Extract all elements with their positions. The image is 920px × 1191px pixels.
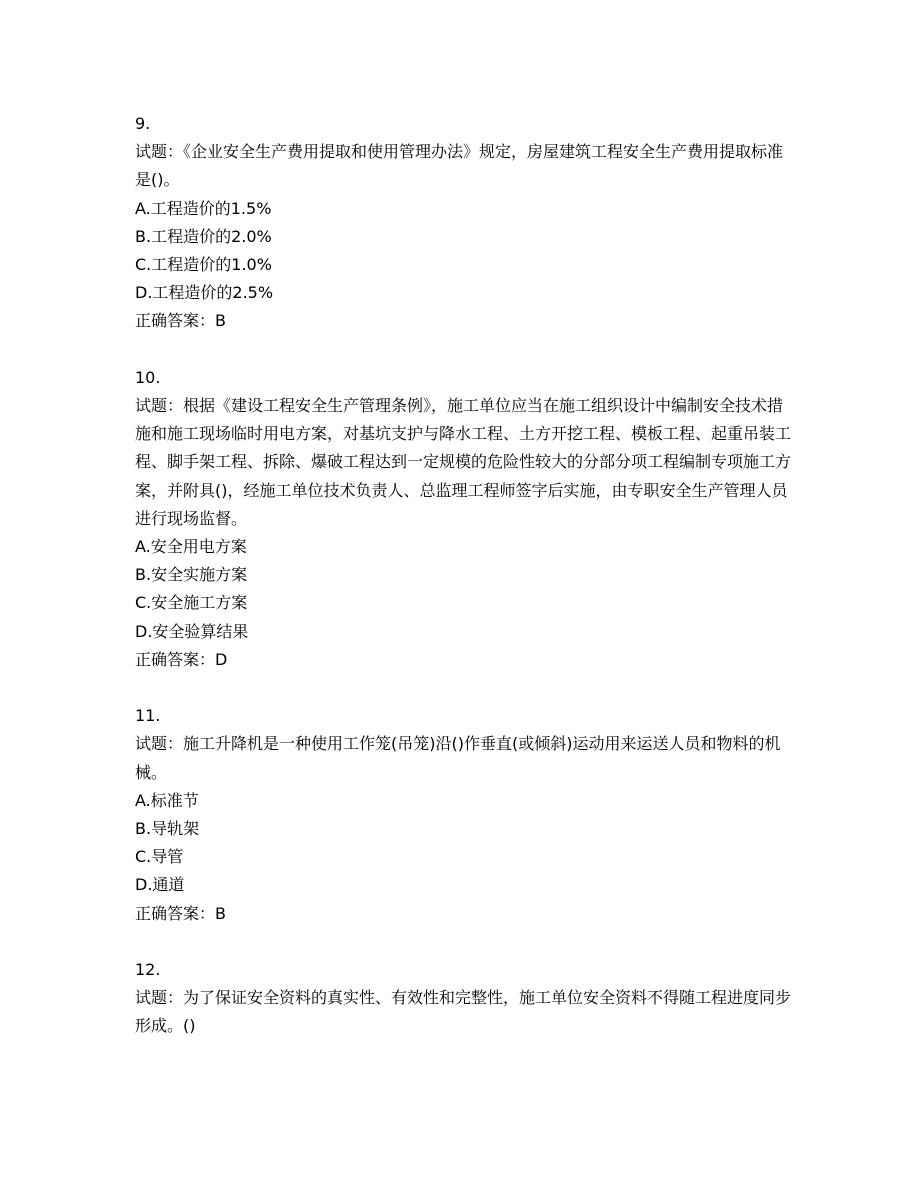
question-number: 12. — [135, 960, 161, 980]
option-b: B.工程造价的2.0% — [135, 226, 272, 246]
question-spacer — [135, 928, 795, 956]
correct-answer: 正确答案：B — [135, 311, 226, 331]
question-9 — [135, 110, 795, 336]
correct-answer: 正确答案：D — [135, 649, 228, 669]
option-a: A.工程造价的1.5% — [135, 198, 272, 218]
question-number: 9. — [135, 114, 151, 133]
question-stem: 试题：根据《建设工程安全生产管理条例》，施工单位应当在施工组织设计中编制安全技术措施和施工现场临时用电方案，对基坑支护与降水工程、土方开挖工程、模板工程、起重吊装工程、脚手架工程、拆除、爆破工程达到一定规模的危险性较大的分部分项工程编制专项施工方案，并附具()，经施工单位技术负责人、总监理工程师签字后实施，由专职安全生产管理人员进行现场监督。 — [135, 396, 792, 528]
option-d: D.安全验算结果 — [135, 621, 249, 641]
correct-answer: 正确答案：B — [135, 903, 226, 923]
question-12 — [135, 956, 795, 1041]
question-stem: 试题：为了保证安全资料的真实性、有效性和完整性，施工单位安全资料不得随工程进度同步形成。() — [135, 988, 792, 1036]
question-number: 10. — [135, 367, 161, 387]
option-b: B.导轨架 — [135, 819, 200, 839]
option-d: D.通道 — [135, 875, 185, 895]
option-d: D.工程造价的2.5% — [135, 283, 274, 303]
option-c: C.安全施工方案 — [135, 593, 248, 613]
exam-page — [135, 110, 795, 1041]
question-stem: 试题：《企业安全生产费用提取和使用管理办法》规定，房屋建筑工程安全生产费用提取标准是()。 — [135, 142, 784, 190]
option-c: C.工程造价的1.0% — [135, 255, 272, 275]
option-b: B.安全实施方案 — [135, 565, 248, 585]
question-spacer — [135, 336, 795, 364]
question-spacer — [135, 674, 795, 702]
question-number: 11. — [135, 706, 161, 726]
option-a: A.标准节 — [135, 790, 199, 810]
option-a: A.安全用电方案 — [135, 537, 247, 557]
question-11 — [135, 702, 795, 928]
option-c: C.导管 — [135, 847, 184, 867]
question-10 — [135, 364, 795, 674]
question-stem: 试题：施工升降机是一种使用工作笼(吊笼)沿()作垂直(或倾斜)运动用来运送人员和物料的机械。 — [135, 734, 781, 782]
